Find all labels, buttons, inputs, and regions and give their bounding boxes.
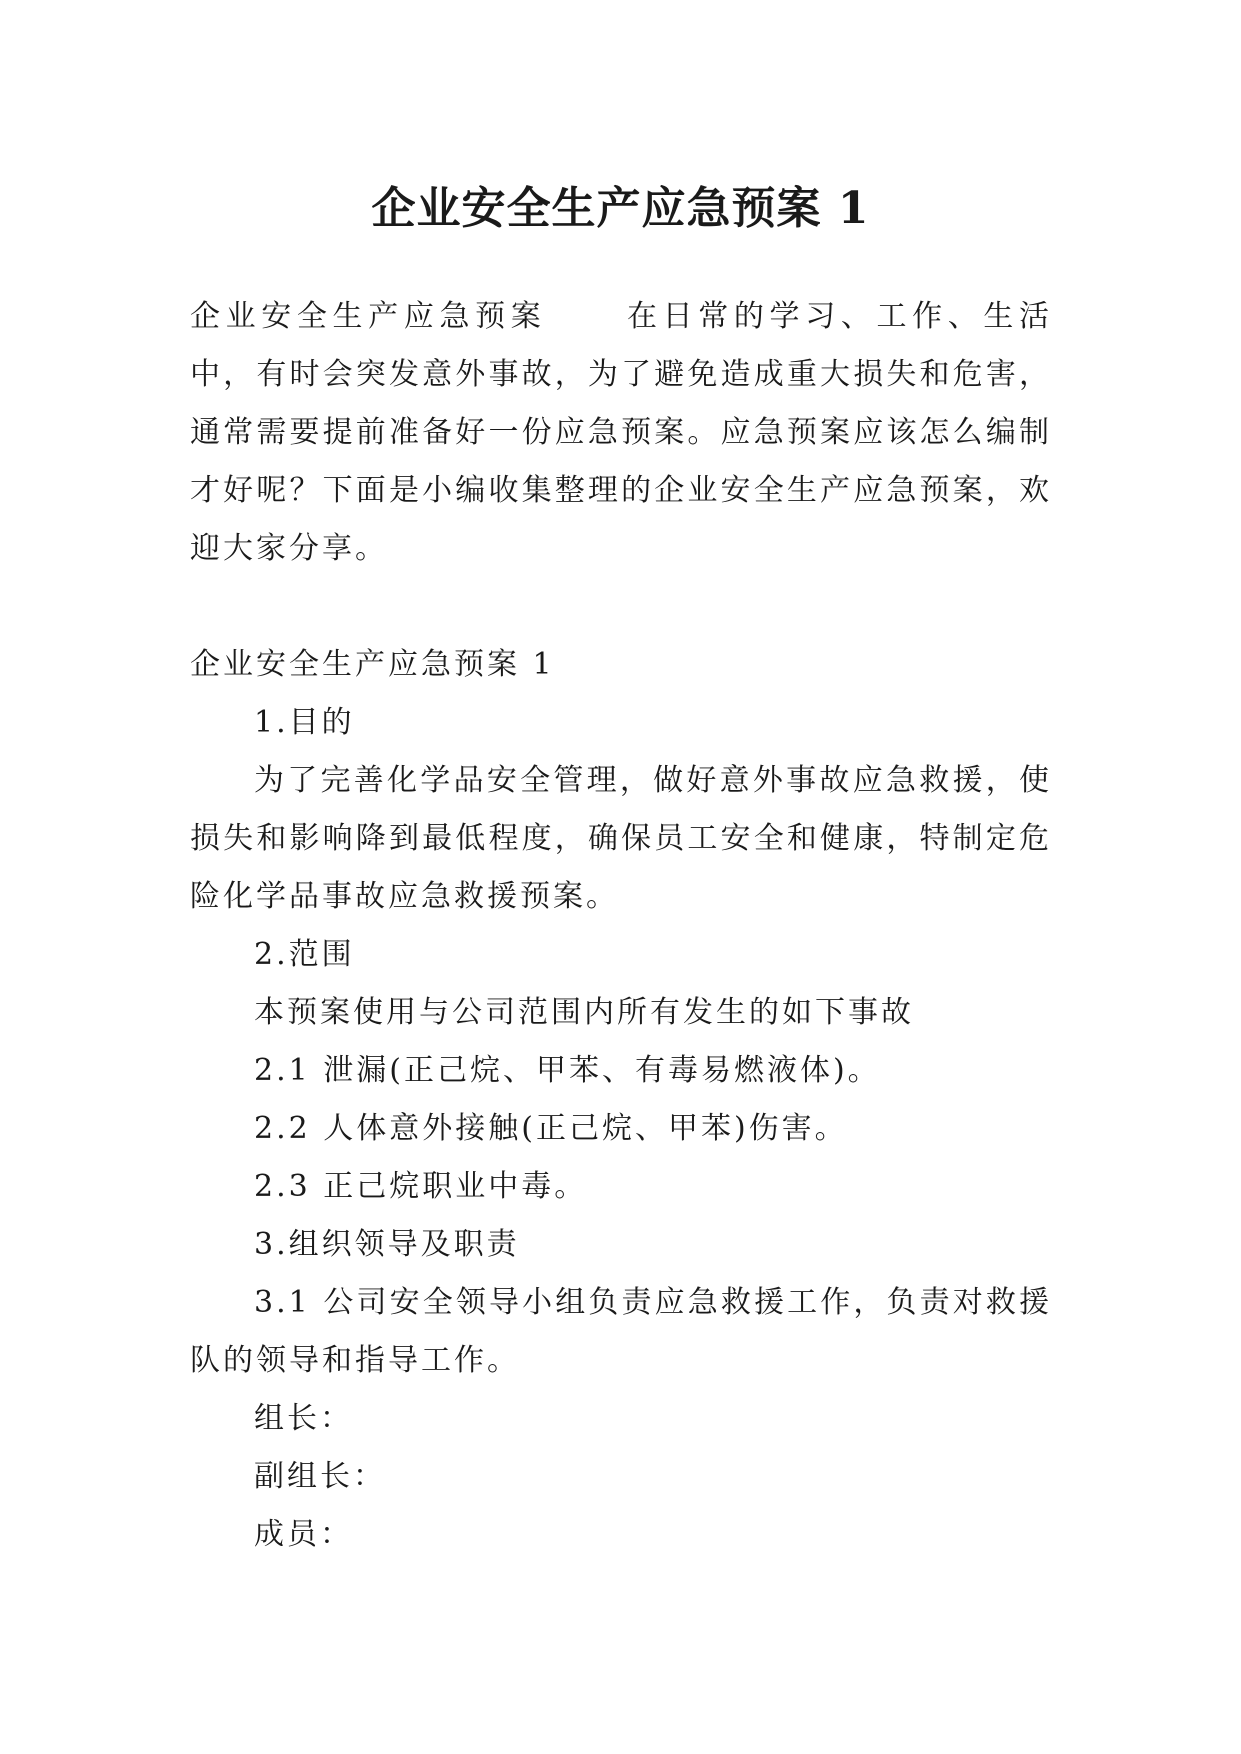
item-2-1: 2.1 泄漏(正己烷、甲苯、有毒易燃液体)。 [254, 1053, 881, 1088]
document-title: 企业安全生产应急预案 1 [371, 183, 870, 235]
section-spacer [190, 578, 1052, 636]
members-label: 成员： [254, 1517, 353, 1552]
heading-scope: 2.范围 [254, 937, 355, 972]
paragraph-scope: 本预案使用与公司范围内所有发生的如下事故 [254, 995, 914, 1030]
intro-paragraph [190, 288, 1052, 578]
item-2-3: 2.3 正己烷职业中毒。 [254, 1169, 588, 1204]
intro-lead: 企业安全生产应急预案 [190, 299, 547, 334]
team-leader-label: 组长： [254, 1401, 353, 1436]
intro-text: 在日常的学习、工作、生活中，有时会突发意外事故，为了避免造成重大损失和危害，通常需要提前准备好一份应急预案。应急预案应该怎么编制才好呢？下面是小编收集整理的企业安全生产应急预案，欢迎大家分享。 [190, 299, 1053, 566]
section-heading: 企业安全生产应急预案 1 [190, 647, 555, 682]
document-body [190, 288, 1052, 1564]
paragraph-purpose: 为了完善化学品安全管理，做好意外事故应急救援，使损失和影响降到最低程度，确保员工安全和健康，特制定危险化学品事故应急救援预案。 [190, 763, 1052, 914]
deputy-leader-label: 副组长： [254, 1459, 386, 1494]
item-3-1: 3.1 公司安全领导小组负责应急救援工作，负责对救援队的领导和指导工作。 [190, 1285, 1052, 1378]
heading-purpose: 1.目的 [254, 705, 355, 740]
heading-organization: 3.组织领导及职责 [254, 1227, 520, 1262]
item-2-2: 2.2 人体意外接触(正己烷、甲苯)伤害。 [254, 1111, 848, 1146]
